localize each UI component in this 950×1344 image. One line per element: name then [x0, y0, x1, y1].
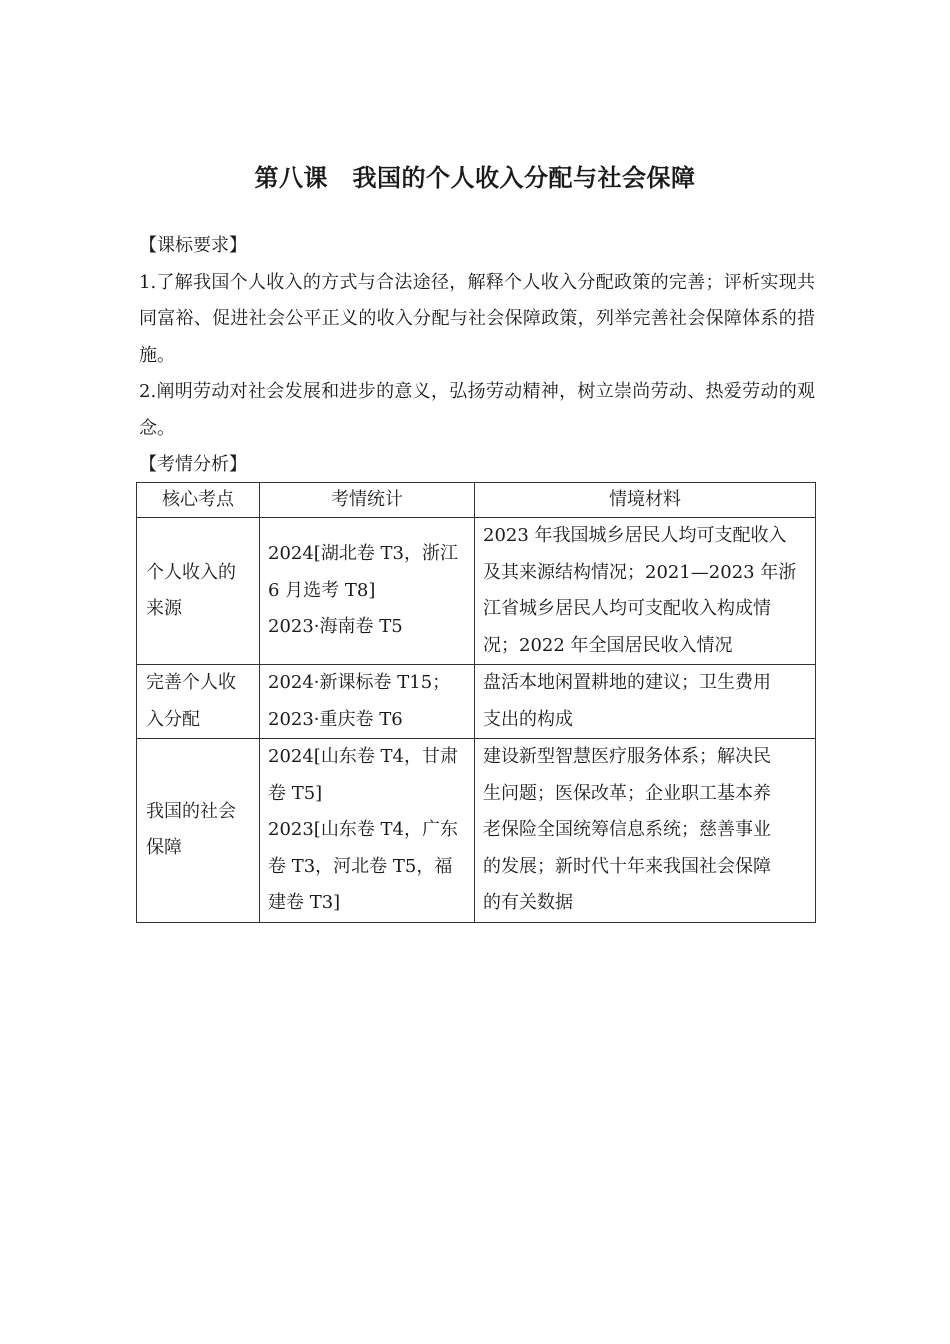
requirement-item-2: 2.阐明劳动对社会发展和进步的意义，弘扬劳动精神，树立崇尚劳动、热爱劳动的观念。 — [139, 381, 815, 439]
stats-line: 建卷 T3] — [268, 892, 341, 913]
stats-line: 2023[山东卷 T4，广东 — [268, 819, 459, 840]
analysis-heading: 【考情分析】 — [139, 454, 247, 475]
requirement-item-1: 1.了解我国个人收入的方式与合法途径，解释个人收入分配政策的完善；评析实现共同富裕、促进社会公平正义的收入分配与社会保障政策，列举完善社会保障体系的措施。 — [139, 271, 815, 366]
lesson-title: 第八课 我国的个人收入分配与社会保障 — [254, 164, 696, 192]
material-line: 江省城乡居民人均可支配收入构成情 — [483, 598, 771, 619]
topic-cell — [137, 665, 260, 739]
topic-line: 来源 — [146, 598, 182, 619]
material-line: 生问题；医保改革；企业职工基本养 — [483, 782, 771, 804]
topic-cell — [137, 518, 260, 665]
stats-line: 卷 T5] — [268, 782, 323, 804]
table-row — [137, 739, 816, 923]
table-row — [137, 518, 816, 665]
table-row — [137, 665, 816, 739]
stats-line: 2024[湖北卷 T3，浙江 — [268, 543, 459, 565]
material-line: 的有关数据 — [483, 892, 573, 913]
topic-line: 个人收入的 — [146, 561, 236, 583]
stats-cell — [260, 739, 475, 923]
topic-line: 保障 — [146, 837, 182, 859]
topic-line: 完善个人收 — [146, 672, 236, 693]
requirements-heading: 【课标要求】 — [139, 235, 247, 256]
topic-line: 入分配 — [146, 708, 200, 730]
stats-line: 2023·重庆卷 T6 — [268, 708, 403, 730]
stats-line: 2024[山东卷 T4，甘肃 — [268, 746, 459, 767]
analysis-table — [136, 482, 816, 923]
stats-line: 2023·海南卷 T5 — [268, 616, 403, 638]
table-header-row — [137, 483, 816, 518]
stats-cell — [260, 665, 475, 739]
stats-line: 6 月选考 T8] — [268, 579, 376, 601]
material-cell — [475, 518, 816, 665]
material-line: 盘活本地闲置耕地的建议；卫生费用 — [483, 672, 771, 693]
stats-cell — [260, 518, 475, 665]
topic-cell — [137, 739, 260, 923]
column-header-stats: 考情统计 — [260, 483, 475, 518]
column-header-topic: 核心考点 — [137, 483, 260, 518]
material-line: 2023 年我国城乡居民人均可支配收入 — [483, 525, 787, 546]
topic-line: 我国的社会 — [146, 800, 236, 822]
stats-line: 2024·新课标卷 T15； — [268, 672, 451, 693]
material-line: 支出的构成 — [483, 708, 573, 730]
material-cell — [475, 739, 816, 923]
requirements-section — [139, 228, 815, 484]
material-line: 老保险全国统筹信息系统；慈善事业 — [483, 819, 771, 840]
material-line: 的发展；新时代十年来我国社会保障 — [483, 855, 771, 877]
material-cell — [475, 665, 816, 739]
material-line: 况；2022 年全国居民收入情况 — [483, 634, 733, 656]
material-line: 及其来源结构情况；2021—2023 年浙 — [483, 561, 797, 583]
material-line: 建设新型智慧医疗服务体系；解决民 — [483, 746, 771, 767]
stats-line: 卷 T3，河北卷 T5，福 — [268, 855, 453, 877]
column-header-material: 情境材料 — [475, 483, 816, 518]
